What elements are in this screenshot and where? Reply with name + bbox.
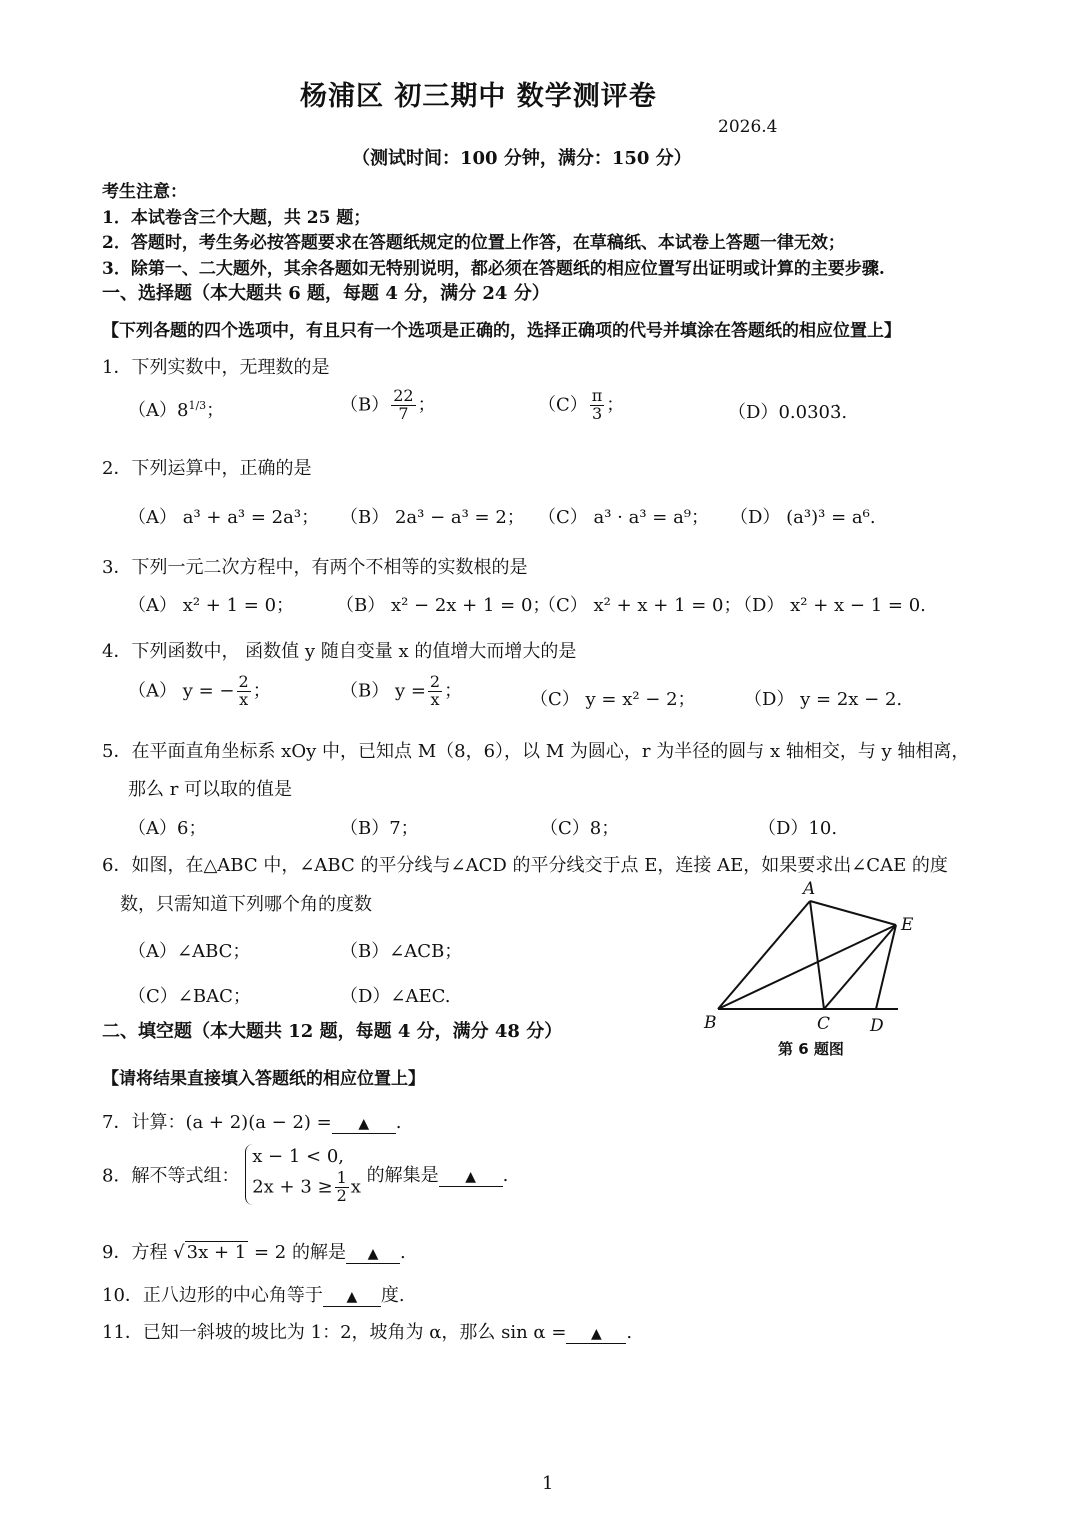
exam-date: 2026.4 bbox=[718, 117, 778, 137]
section2-instruction: 【请将结果直接填入答题纸的相应位置上】 bbox=[102, 1069, 425, 1089]
q8-line2-left: 2x + 3 ≥ bbox=[252, 1176, 333, 1198]
q8-stem: 8．解不等式组： bbox=[102, 1165, 240, 1187]
q10-stem: 10．正八边形的中心角等于 bbox=[102, 1285, 323, 1306]
q1-b-den: 7 bbox=[398, 403, 409, 423]
q10-answer-blank[interactable] bbox=[323, 1286, 381, 1307]
q1-a-base: 8 bbox=[177, 400, 189, 421]
q10-blank-marker: ▲ bbox=[346, 1289, 358, 1305]
q8-tail: 的解集是 bbox=[366, 1165, 439, 1187]
q4-b-label: （B） y = bbox=[340, 680, 426, 702]
q8-frac-den: 2 bbox=[336, 1185, 347, 1205]
page-number: 1 bbox=[542, 1473, 554, 1494]
note-item-3: 3．除第一、二大题外，其余各题如无特别说明，都必须在答题纸的相应位置写出证明或计算的主要步骤. bbox=[102, 259, 885, 279]
q2-stem: 2．下列运算中，正确的是 bbox=[102, 458, 312, 479]
q4-a-label: （A） y = − bbox=[128, 680, 235, 702]
q8-answer-blank[interactable] bbox=[439, 1166, 503, 1187]
q1-stem: 1．下列实数中，无理数的是 bbox=[102, 357, 330, 378]
label-e: E bbox=[901, 915, 914, 935]
q7-blank-marker: ▲ bbox=[358, 1116, 370, 1132]
q2-option-a: （A） a³ + a³ = 2a³； bbox=[128, 507, 320, 528]
q4-b-den: x bbox=[430, 689, 440, 709]
q9-blank-marker: ▲ bbox=[367, 1246, 379, 1262]
q2-option-c: （C） a³ · a³ = a⁹； bbox=[538, 507, 710, 528]
q1-option-a: $(A)8^{1/3}$； bbox=[128, 399, 225, 421]
q1-option-c: （C） $\frac{\pi}{3}$ ； bbox=[538, 386, 625, 423]
q11-end: . bbox=[626, 1322, 633, 1343]
q7-answer-blank[interactable] bbox=[332, 1113, 396, 1134]
page-title: 杨浦区 初三期中 数学测评卷 bbox=[300, 81, 657, 112]
q8-fraction bbox=[335, 1170, 349, 1205]
q2-option-d: （D） (a³)³ = a⁶. bbox=[730, 507, 876, 528]
q8-blank-marker: ▲ bbox=[465, 1169, 477, 1186]
note-item-1: 1．本试卷含三个大题，共 25 题； bbox=[102, 208, 371, 228]
section2-heading: 二、填空题（本大题共 12 题，每题 4 分，满分 48 分） bbox=[102, 1021, 563, 1042]
q4-b-fraction bbox=[428, 674, 442, 709]
q1-b-label: （B） bbox=[340, 394, 390, 416]
line-ae bbox=[810, 901, 896, 925]
label-c: C bbox=[817, 1014, 831, 1034]
q8-line2-right: x bbox=[350, 1176, 361, 1198]
q4-option-a: （A） y = − $\frac{2}{x}$ ； bbox=[128, 672, 271, 709]
q6-stem-line2: 数，只需知道下列哪个角的度数 bbox=[120, 894, 372, 915]
q6-option-b: （B）∠ACB； bbox=[340, 941, 463, 962]
q1-d-label: （D） bbox=[728, 402, 779, 423]
q9-radicand: 3x + 1 bbox=[186, 1242, 247, 1263]
q3-option-c: （C） x² + x + 1 = 0； bbox=[538, 595, 742, 616]
q6-option-d: （D）∠AEC. bbox=[340, 986, 451, 1007]
q1-c-den: 3 bbox=[591, 403, 603, 423]
q1-c-num: π bbox=[591, 386, 603, 405]
q1-c-label: （C） bbox=[538, 394, 588, 416]
q3-option-b: （B） x² − 2x + 1 = 0； bbox=[336, 595, 551, 616]
q8-end: . bbox=[502, 1165, 509, 1187]
q4-a-fraction bbox=[237, 674, 251, 709]
q6-stem-line1: 6．如图，在△ABC 中，∠ABC 的平分线与∠ACD 的平分线交于点 E，连接 AE，如果要求出∠CAE 的度 bbox=[102, 855, 948, 876]
q5-option-d: （D）10. bbox=[758, 818, 838, 839]
q8 bbox=[102, 1144, 508, 1205]
line-ac bbox=[810, 901, 824, 1009]
figure-caption: 第 6 题图 bbox=[778, 1040, 844, 1058]
q4-a-num: 2 bbox=[238, 672, 249, 691]
q4-b-num: 2 bbox=[429, 672, 441, 691]
q1-b-num: 22 bbox=[393, 386, 414, 405]
q4-option-d: （D） y = 2x − 2. bbox=[744, 689, 903, 710]
q4-a-den: x bbox=[239, 689, 249, 709]
q7 bbox=[102, 1108, 402, 1134]
q1-option-b: （B） $\frac{22}{7}$ ； bbox=[340, 386, 436, 423]
q1-option-d bbox=[728, 398, 847, 424]
q4-option-c: （C） y = x² − 2； bbox=[530, 689, 696, 710]
q8-line1: x − 1 < 0, bbox=[252, 1146, 345, 1167]
q6-option-c: （C）∠BAC； bbox=[128, 986, 251, 1007]
q11-answer-blank[interactable] bbox=[566, 1323, 626, 1344]
q9-eq: = 2 的解是 bbox=[253, 1242, 346, 1263]
section1-heading: 一、选择题（本大题共 6 题，每题 4 分，满分 24 分） bbox=[102, 283, 550, 304]
q5-option-c: （C）8； bbox=[540, 818, 620, 839]
q9: 9．方程 √ 3x + 1 = 2 的解是 ▲ . bbox=[102, 1242, 406, 1263]
notes-heading: 考生注意： bbox=[102, 182, 187, 202]
q6-option-a: （A）∠ABC； bbox=[128, 941, 251, 962]
q1-c-fraction bbox=[590, 388, 605, 423]
q1-a-label: （A） bbox=[128, 400, 177, 421]
q7-end: . bbox=[395, 1112, 402, 1133]
q2-option-b: （B） 2a³ − a³ = 2； bbox=[340, 507, 525, 528]
q5-option-b: （B）7； bbox=[340, 818, 419, 839]
q4-stem: 4．下列函数中， 函数值 y 随自变量 x 的值增大而增大的是 bbox=[102, 641, 577, 662]
q8-tail-wrap bbox=[367, 1165, 509, 1186]
q1-d-text: 0.0303̇. bbox=[778, 402, 848, 423]
q6-figure bbox=[690, 872, 930, 1072]
q9-answer-blank[interactable] bbox=[346, 1243, 400, 1264]
q11-stem: 11．已知一斜坡的坡比为 1：2，坡角为 α，那么 sin α = bbox=[102, 1322, 567, 1343]
q10 bbox=[102, 1281, 405, 1307]
q4-option-b: （B） y = $\frac{2}{x}$ ； bbox=[340, 672, 463, 709]
label-d: D bbox=[870, 1016, 884, 1036]
q8-line2 bbox=[252, 1170, 361, 1205]
q9-stem: 9．方程 bbox=[102, 1242, 168, 1263]
q1-a-exp: 1/3 bbox=[188, 399, 207, 412]
q7-stem: 7．计算：(a + 2)(a − 2) = bbox=[102, 1112, 332, 1133]
q3-option-a: （A） x² + 1 = 0； bbox=[128, 595, 295, 616]
q11-blank-marker: ▲ bbox=[591, 1326, 602, 1342]
label-a: A bbox=[803, 879, 816, 899]
note-item-2: 2．答题时，考生务必按答题要求在答题纸规定的位置上作答，在草稿纸、本试卷上答题一律无效； bbox=[102, 233, 845, 253]
q1-b-fraction bbox=[391, 388, 415, 423]
q3-stem: 3．下列一元二次方程中，有两个不相等的实数根的是 bbox=[102, 557, 528, 578]
q9-end: . bbox=[399, 1242, 406, 1263]
section1-instruction: 【下列各题的四个选项中，有且只有一个选项是正确的，选择正确项的代号并填涂在答题纸的相应位置上】 bbox=[102, 321, 901, 341]
label-b: B bbox=[704, 1013, 717, 1033]
q8-inequality-system bbox=[245, 1144, 361, 1205]
q5-stem-line2: 那么 r 可以取的值是 bbox=[128, 779, 293, 800]
q10-end: 度. bbox=[380, 1285, 405, 1306]
exam-info: （测试时间：100 分钟，满分：150 分） bbox=[352, 148, 692, 169]
line-ba bbox=[718, 901, 810, 1009]
q3-option-d: （D） x² + x − 1 = 0. bbox=[734, 595, 926, 616]
q11 bbox=[102, 1318, 632, 1344]
q5-option-a: （A）6； bbox=[128, 818, 207, 839]
q8-frac-num: 1 bbox=[336, 1168, 347, 1187]
q5-stem-line1: 5．在平面直角坐标系 xOy 中，已知点 M（8，6），以 M 为圆心，r 为半径的圆与 x 轴相交，与 y 轴相离， bbox=[102, 741, 970, 762]
line-be bbox=[718, 925, 896, 1009]
